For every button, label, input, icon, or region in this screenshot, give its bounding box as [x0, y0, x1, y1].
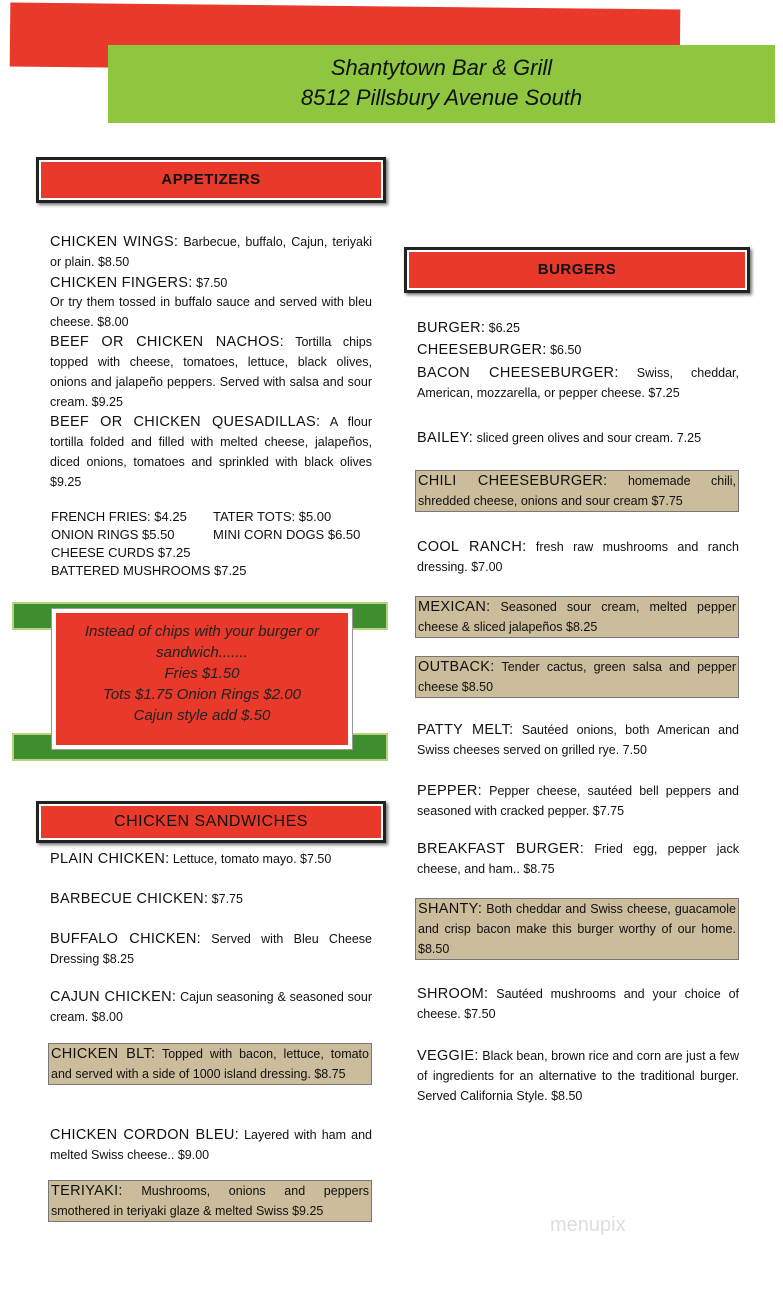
item-description: Swiss, cheddar, American, mozzarella, or pepper cheese. $7.25 [417, 366, 739, 400]
restaurant-address: 8512 Pillsbury Avenue South [300, 85, 583, 110]
item-description: $6.25 [488, 321, 520, 335]
menu-item [50, 889, 372, 909]
side-item: CHEESE CURDS $7.25 [51, 545, 191, 560]
section-appetizers: APPETIZERS [36, 157, 386, 203]
item-description: $6.50 [550, 343, 582, 357]
item-name: BEEF OR CHICKEN QUESADILLAS: [50, 414, 321, 430]
item-name: VEGGIE: [417, 1048, 479, 1064]
item-name: TERIYAKI: [51, 1183, 123, 1199]
side-upgrade-promo [52, 609, 352, 749]
item-description: Or try them tossed in buffalo sauce and served with bleu cheese. $8.00 [50, 295, 372, 329]
side-item: BATTERED MUSHROOMS $7.25 [51, 563, 247, 578]
menu-item [417, 1046, 739, 1106]
item-description: Served with Bleu Cheese Dressing $8.25 [50, 932, 373, 966]
menu-item [50, 332, 372, 412]
section-burgers: BURGERS [404, 247, 750, 293]
item-name: BURGER: [417, 320, 486, 336]
menu-item [417, 839, 739, 879]
menu-item [417, 318, 739, 338]
menu-item [417, 363, 739, 403]
item-name: BACON CHEESEBURGER: [417, 365, 619, 381]
item-name: MEXICAN: [418, 599, 491, 615]
menu-item [50, 929, 372, 969]
item-name: SHANTY: [418, 901, 483, 917]
item-description: Sautéed mushrooms and your choice of cheese. $7.50 [417, 987, 739, 1021]
item-description: Both cheddar and Swiss cheese, guacamole and crisp bacon make this burger worthy of our home. $8.50 [418, 902, 736, 956]
item-description: Lettuce, tomato mayo. $7.50 [172, 852, 332, 866]
item-name: BREAKFAST BURGER: [417, 841, 585, 857]
side-item: TATER TOTS: $5.00 [213, 509, 332, 524]
item-description: Fried egg, pepper jack cheese, and ham.. $8.75 [417, 842, 739, 876]
item-description: Topped with bacon, lettuce, tomato and served with a side of 1000 island dressing. $8.75 [51, 1047, 369, 1081]
item-name: CHICKEN WINGS: [50, 234, 179, 250]
promo-line: Instead of chips with your burger or sandwich....... [84, 623, 320, 661]
item-name: PATTY MELT: [417, 722, 514, 738]
item-description: Sautéed onions, both American and Swiss cheeses served on grilled rye. 7.50 [417, 723, 739, 757]
menu-item [48, 1180, 372, 1222]
item-description: sliced green olives and sour cream. 7.25 [476, 431, 702, 445]
item-description: Tortilla chips topped with cheese, tomatoes, lettuce, black olives, onions and jalapeño peppers. Served with salsa and sour cream. $9.25 [50, 335, 372, 409]
item-name: COOL RANCH: [417, 539, 527, 555]
promo-line: Cajun style add $.50 [133, 707, 271, 724]
menu-item [415, 898, 739, 960]
restaurant-name: Shantytown Bar & Grill [330, 55, 553, 80]
menu-item [50, 273, 372, 293]
item-description: $7.50 [196, 276, 228, 290]
item-description: Seasoned sour cream, melted pepper cheese & sliced jalapeños $8.25 [418, 600, 736, 634]
menu-item [50, 987, 372, 1027]
item-name: BARBECUE CHICKEN: [50, 891, 209, 907]
item-name: CHILI CHEESEBURGER: [418, 473, 608, 489]
item-description: Barbecue, buffalo, Cajun, teriyaki or plain. $8.50 [50, 235, 373, 269]
item-name: PEPPER: [417, 783, 482, 799]
item-description: Layered with ham and melted Swiss cheese.. $9.00 [50, 1128, 372, 1162]
promo-line: Tots $1.75 Onion Rings $2.00 [103, 686, 301, 703]
item-name: CAJUN CHICKEN: [50, 989, 177, 1005]
item-name: BUFFALO CHICKEN: [50, 931, 201, 947]
item-name: CHICKEN CORDON BLEU: [50, 1127, 239, 1143]
item-description: homemade chili, shredded cheese, onions and sour cream $7.75 [418, 474, 736, 508]
menu-item [417, 720, 739, 760]
menu-item [415, 596, 739, 638]
menu-item [417, 984, 739, 1024]
item-description: fresh raw mushrooms and ranch dressing. $7.00 [417, 540, 739, 574]
sides-list [51, 508, 375, 580]
item-name: CHICKEN FINGERS: [50, 275, 193, 291]
item-name: BAILEY: [417, 430, 474, 446]
item-name: CHEESEBURGER: [417, 342, 547, 358]
menu-item [417, 428, 739, 448]
item-name: BEEF OR CHICKEN NACHOS: [50, 334, 284, 350]
item-description: Tender cactus, green salsa and pepper cheese $8.50 [418, 660, 736, 694]
side-item: ONION RINGS $5.50 [51, 527, 175, 542]
header-green-banner [108, 45, 775, 123]
item-description: Cajun seasoning & seasoned sour cream. $8.00 [50, 990, 372, 1024]
promo-line: Fries $1.50 [164, 665, 240, 682]
item-name: OUTBACK: [418, 659, 495, 675]
item-description: A flour tortilla folded and filled with melted cheese, jalapeños, diced onions, tomatoes and sprinkled with black olives $9.25 [50, 415, 372, 489]
side-item: MINI CORN DOGS $6.50 [213, 527, 361, 542]
item-name: CHICKEN BLT: [51, 1046, 156, 1062]
menu-item [417, 537, 739, 577]
watermark: menupix [550, 1214, 626, 1236]
side-item: FRENCH FRIES: $4.25 [51, 509, 187, 524]
menu-item [50, 232, 372, 272]
menu-item [50, 412, 372, 492]
menu-item [50, 1125, 372, 1165]
menu-item [48, 1043, 372, 1085]
item-description: $7.75 [211, 892, 243, 906]
item-name: SHROOM: [417, 986, 489, 1002]
section-chicken-sandwiches: CHICKEN SANDWICHES [36, 801, 386, 843]
menu-item [415, 470, 739, 512]
item-description: Pepper cheese, sautéed bell peppers and seasoned with cracked pepper. $7.75 [417, 784, 739, 818]
menu-item [50, 849, 372, 869]
item-description: Mushrooms, onions and peppers smothered in teriyaki glaze & melted Swiss $9.25 [51, 1184, 369, 1218]
item-name: PLAIN CHICKEN: [50, 851, 170, 867]
menu-item [417, 340, 739, 360]
menu-item [50, 292, 372, 332]
menu-item [415, 656, 739, 698]
menu-item [417, 781, 739, 821]
item-description: Black bean, brown rice and corn are just a few of ingredients for an alternative to the traditional burger. Served California Style. $8.50 [417, 1049, 739, 1103]
